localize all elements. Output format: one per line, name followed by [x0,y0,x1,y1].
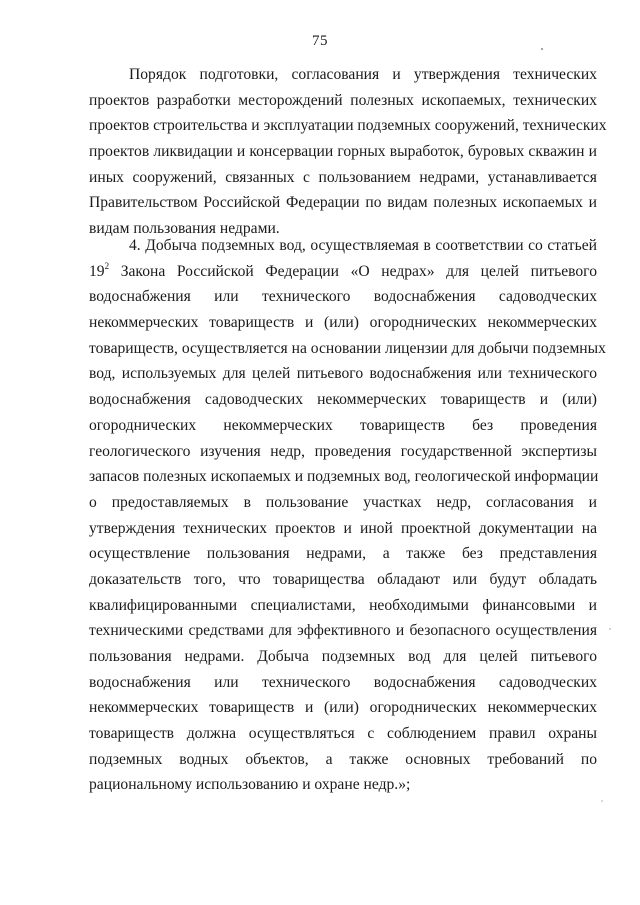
paragraph-line: утверждения технических проектов и иной проектной документации на [89,519,597,537]
paragraph-line: Правительством Российской Федерации по видам полезных ископаемых и [89,194,597,212]
paragraph-groundwater-extraction [89,233,606,798]
article-superscript: 2 [104,260,110,271]
paragraph-line: товариществ должна осуществляться с соблюдением правил охраны [89,725,597,743]
paragraph-line: товариществ, осуществляется на основании лицензии для добычи подземных [89,339,606,357]
paragraph-line: доказательств того, что товарищества обладают или будут обладать [89,570,597,588]
paragraph-line: огороднических некоммерческих товариществ без проведения [89,416,597,434]
paragraph-line: проектов строительства и эксплуатации подземных сооружений, технических [89,117,607,135]
scan-speck [601,800,603,802]
paragraph-line: пользования недрами. Добыча подземных вод для целей питьевого [89,648,597,665]
paragraph-line: проектов ликвидации и консервации горных выработок, буровых скважин и [89,143,597,161]
paragraph-line: подземных водных объектов, а также основных требований по [89,750,597,768]
paragraph-line: осуществление пользования недрами, а также без представления [89,545,597,563]
paragraph-line: Порядок подготовки, согласования и утверждения технических [129,66,597,83]
paragraph-line-with-article-reference [89,259,597,285]
paragraph-line: некоммерческих товариществ и (или) огороднических некоммерческих [89,699,597,717]
paragraph-line: техническими средствами для эффективного и безопасного осуществления [89,622,597,640]
paragraph-line: запасов полезных ископаемых и подземных вод, геологической информации [89,468,599,486]
paragraph-line: вод, используемых для целей питьевого водоснабжения или технического [89,365,597,383]
paragraph-line: некоммерческих товариществ и (или) огороднических некоммерческих [89,314,597,332]
paragraph-line: о предоставляемых в пользование участках недр, согласования и [89,493,597,511]
paragraph-line: водоснабжения или технического водоснабжения садоводческих [89,288,597,306]
paragraph-line: видам пользования недрами. [89,220,280,238]
paragraph-line: рациональному использованию и охране недр.»; [89,776,411,794]
paragraph-line: водоснабжения или технического водоснабжения садоводческих [89,673,597,691]
paragraph-line: иных сооружений, связанных с пользованием недрами, устанавливается [89,168,597,186]
paragraph-technical-projects [89,62,607,242]
scan-speck [541,48,543,50]
scan-speck [609,628,611,630]
article-number: 19 [89,262,105,280]
paragraph-line: геологического изучения недр, проведения государственной экспертизы [89,442,597,460]
paragraph-line: 4. Добыча подземных вод, осуществляемая в соответствии со статьей [129,237,597,254]
article-reference-text: Закона Российской Федерации «О недрах» для целей питьевого [109,262,597,280]
paragraph-line: квалифицированными специалистами, необходимыми финансовыми и [89,596,597,614]
paragraph-line: водоснабжения садоводческих некоммерческих товариществ и (или) [89,391,597,409]
paragraph-line: проектов разработки месторождений полезных ископаемых, технических [89,91,597,109]
page-number: 75 [312,33,328,49]
